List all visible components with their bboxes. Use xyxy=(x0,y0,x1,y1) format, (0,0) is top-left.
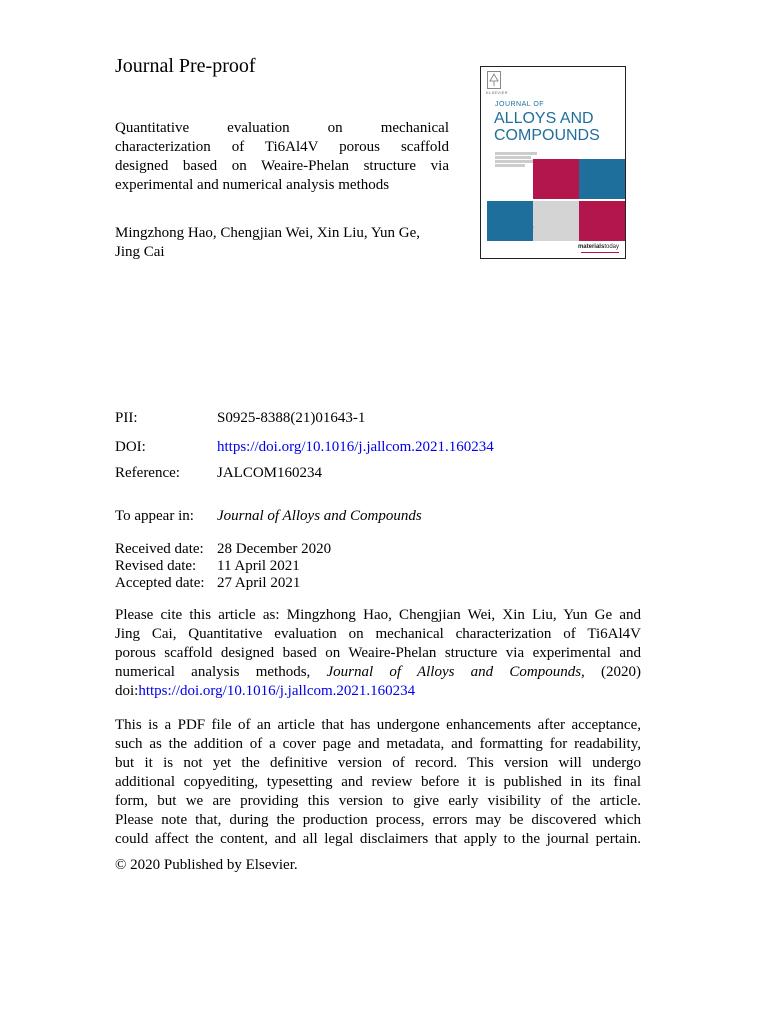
citation-paragraph xyxy=(115,606,641,701)
reference-value: JALCOM160234 xyxy=(217,465,323,481)
journal-cover-image xyxy=(480,66,626,259)
article-title xyxy=(115,119,449,195)
accepted-date-label: Accepted date: xyxy=(115,575,205,591)
cover-journal-name xyxy=(494,110,624,144)
pii-value: S0925-8388(21)01643-1 xyxy=(217,410,366,426)
appear-in-label: To appear in: xyxy=(115,508,194,524)
authors-line: Mingzhong Hao, Chengjian Wei, Xin Liu, Yun Ge, xyxy=(115,225,421,241)
notice-line: such as the addition of a cover page and metadata, and formatting for readability, xyxy=(115,736,641,752)
doi-label: DOI: xyxy=(115,439,146,455)
cover-tagline-lines xyxy=(495,151,537,168)
cover-journal-of: JOURNAL OF xyxy=(495,101,545,108)
notice-line: This is a PDF file of an article that has undergone enhancements after acceptance, xyxy=(115,717,641,733)
cover-block-crimson-bottom xyxy=(579,201,625,241)
notice-line: could affect the content, and all legal disclaimers that apply to the journal pertain. xyxy=(115,831,641,847)
cover-publisher: ELSEVIER xyxy=(486,90,508,95)
citation-journal-name: Journal of Alloys and Compounds, xyxy=(326,664,585,680)
citation-doi-link[interactable]: https://doi.org/10.1016/j.jallcom.2021.160234 xyxy=(138,683,416,699)
copyright-notice: © 2020 Published by Elsevier. xyxy=(115,857,298,873)
citation-doi-line: doi:https://doi.org/10.1016/j.jallcom.2021.160234 xyxy=(115,683,416,699)
pdf-notice-paragraph xyxy=(115,716,641,849)
title-line: experimental and numerical analysis methods xyxy=(115,177,390,193)
received-date-label: Received date: xyxy=(115,541,204,557)
received-date-value: 28 December 2020 xyxy=(217,541,332,557)
revised-date-value: 11 April 2021 xyxy=(217,558,300,574)
accepted-date-value: 27 April 2021 xyxy=(217,575,301,591)
journal-pre-proof-label: Journal Pre-proof xyxy=(115,55,256,77)
notice-line: additional copyediting, typesetting and review before it is published in its final xyxy=(115,774,641,790)
citation-line: Jing Cai, Quantitative evaluation on mechanical characterization of Ti6Al4V xyxy=(115,626,641,642)
metadata-block xyxy=(115,409,645,609)
citation-line: porous scaffold designed based on Weaire-Phelan structure via experimental and xyxy=(115,645,641,661)
notice-line: form, but we are providing this version to give early visibility of the article. xyxy=(115,793,641,809)
title-line: designed based on Weaire-Phelan structure via xyxy=(115,158,449,174)
title-line: Quantitative evaluation on mechanical xyxy=(115,120,449,136)
notice-line: but it is not yet the definitive version of record. This version will undergo xyxy=(115,755,641,771)
cover-brand-underline xyxy=(581,252,619,254)
citation-line: numerical analysis methods, Journal of Alloys and Compounds, (2020) xyxy=(115,664,641,680)
cover-brand: materialstoday xyxy=(577,244,619,250)
authors-line: Jing Cai xyxy=(115,244,165,260)
pii-label: PII: xyxy=(115,410,138,426)
cover-block-blue-top xyxy=(579,159,625,199)
title-line: characterization of Ti6Al4V porous scaffold xyxy=(115,139,449,155)
doi-link[interactable]: https://doi.org/10.1016/j.jallcom.2021.160234 xyxy=(217,439,494,455)
appear-in-value: Journal of Alloys and Compounds xyxy=(217,508,422,524)
cover-dot-pattern xyxy=(487,223,567,245)
cover-block-crimson-top xyxy=(533,159,579,199)
article-authors xyxy=(115,224,449,262)
citation-line: Please cite this article as: Mingzhong Hao, Chengjian Wei, Xin Liu, Yun Ge and xyxy=(115,607,641,623)
revised-date-label: Revised date: xyxy=(115,558,197,574)
cover-journal-name-line: COMPOUNDS xyxy=(494,127,600,144)
notice-line: Please note that, during the production process, errors may be discovered which xyxy=(115,812,641,828)
cover-journal-name-line: ALLOYS AND xyxy=(494,110,594,127)
elsevier-tree-icon xyxy=(487,71,501,89)
reference-label: Reference: xyxy=(115,465,180,481)
